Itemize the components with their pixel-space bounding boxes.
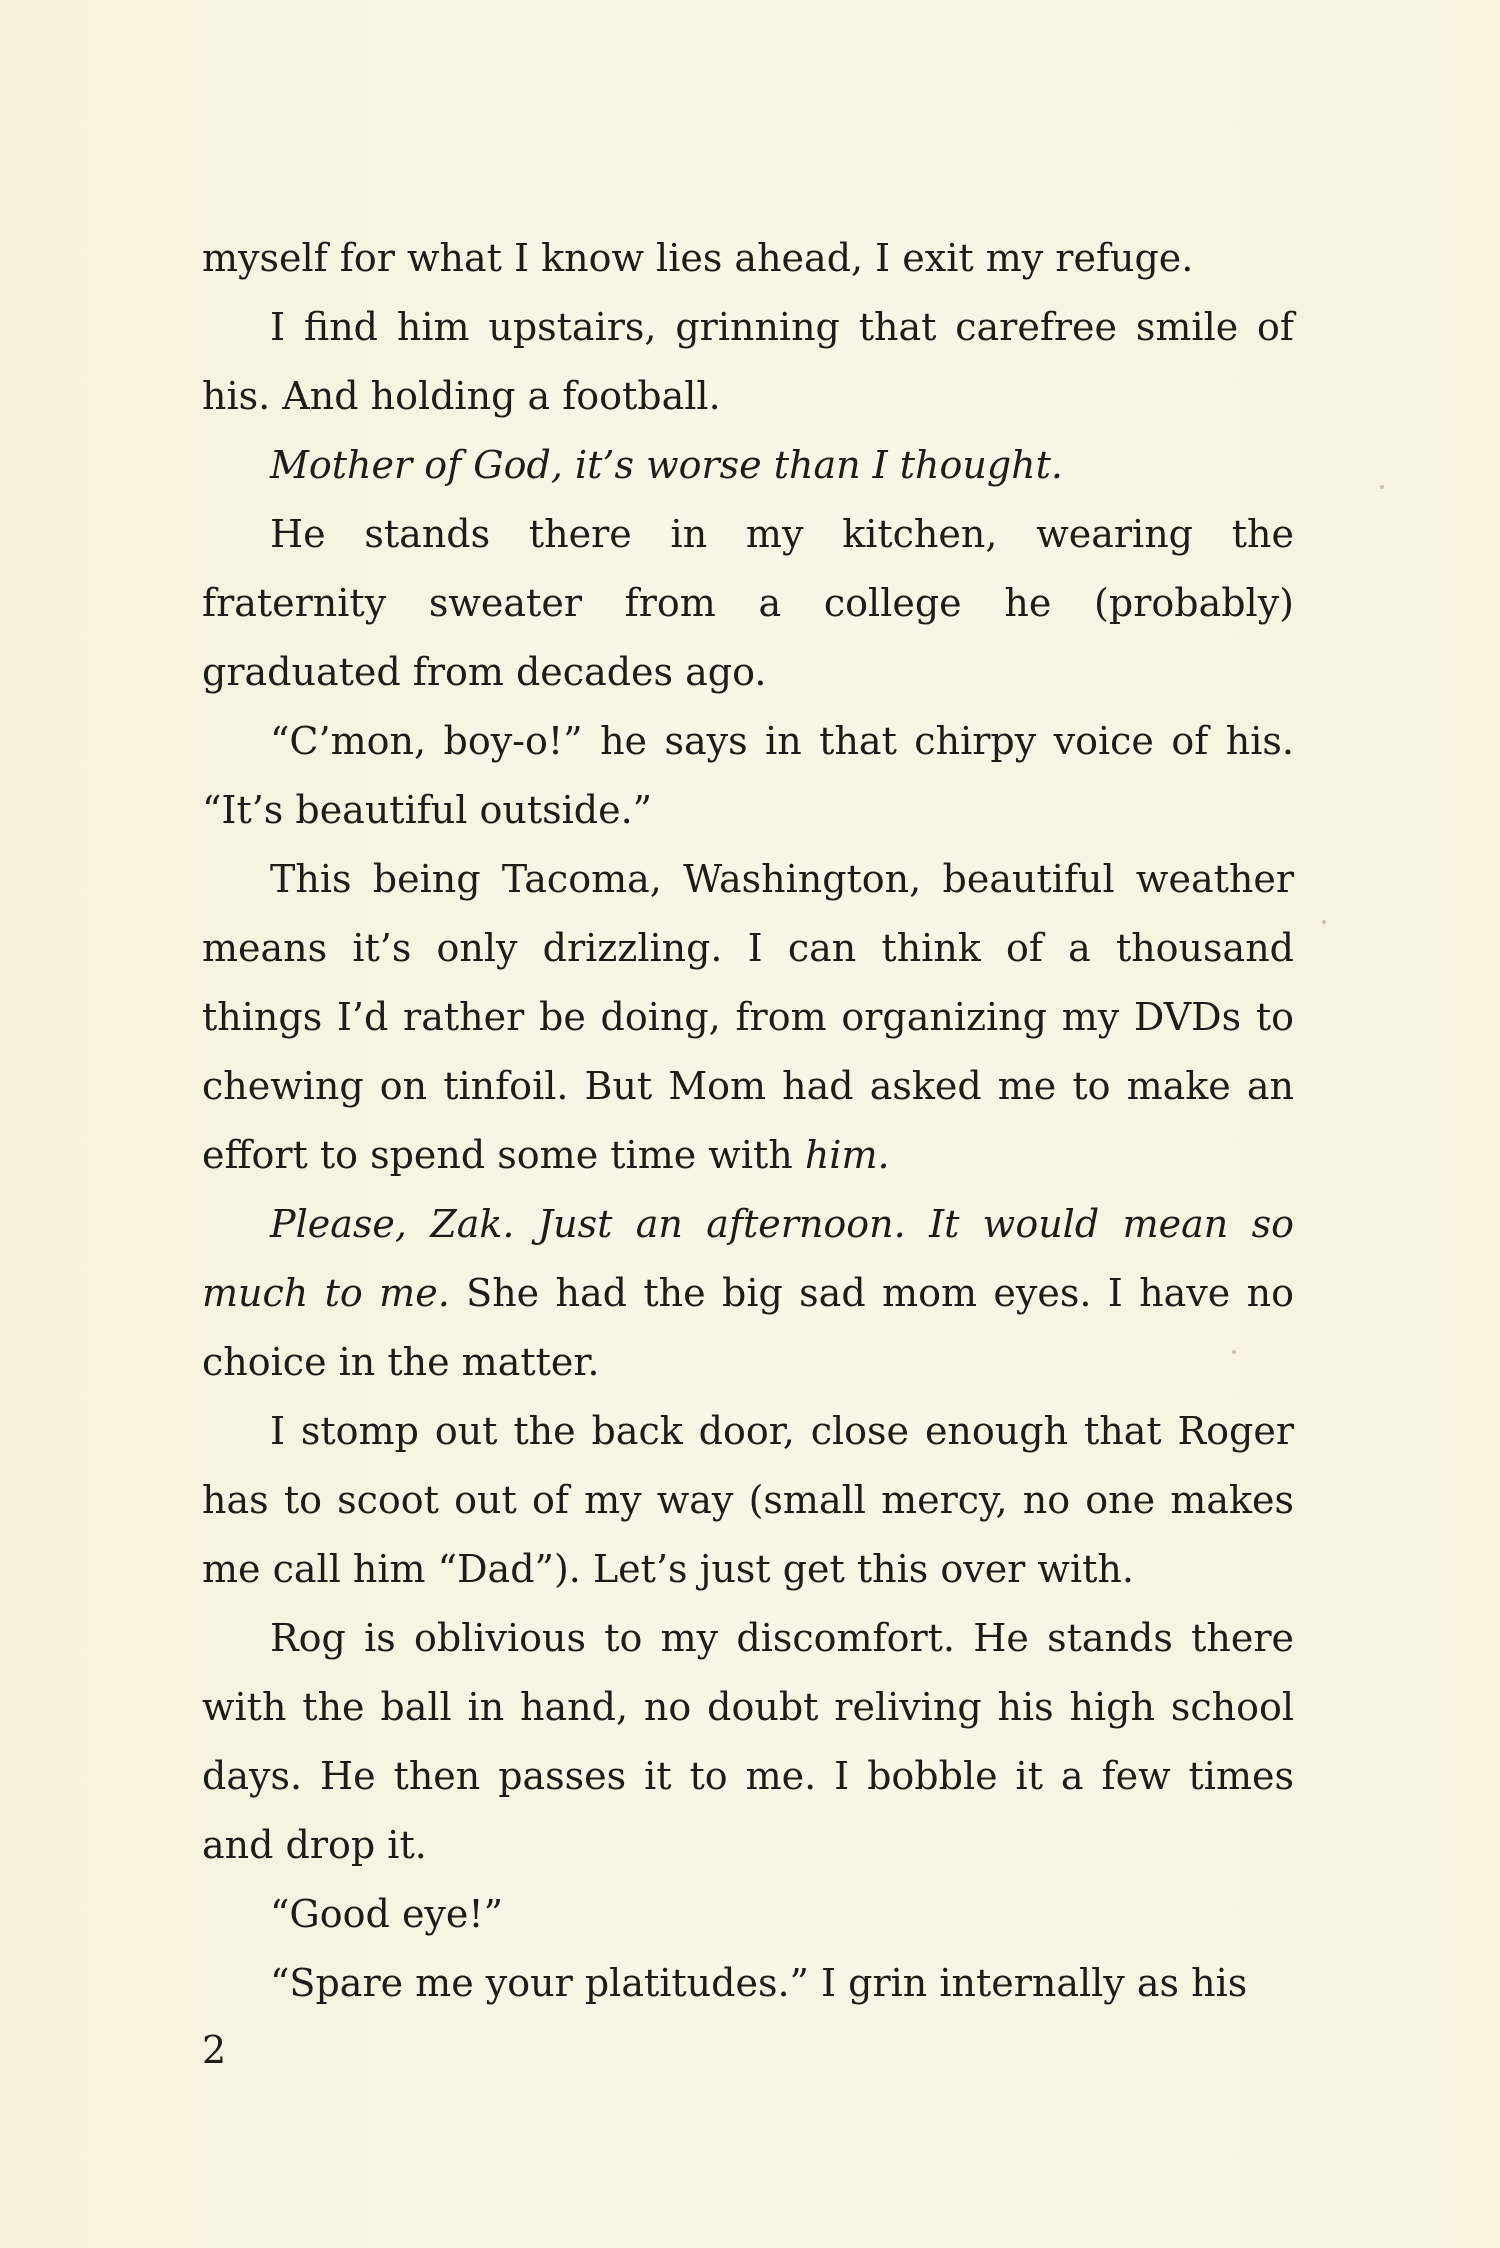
text-run: This being Tacoma, Washington, beautiful weather means it’s only drizzling. I can think of a thousand things I’d rather be doing, from organizing my DVDs to chewing on tinfoil. But Mom had asked me to make an effort to spend some time with	[202, 857, 1294, 1177]
paragraph	[202, 224, 1294, 293]
italic-text-run: Mother of God, it’s worse than I thought.	[270, 443, 1064, 487]
paragraph	[202, 1190, 1294, 1397]
page-number: 2	[202, 2028, 227, 2072]
body-text	[202, 224, 1294, 2018]
paragraph	[202, 1949, 1294, 2018]
text-run: I stomp out the back door, close enough that Roger has to scoot out of my way (small mercy, no one makes me call him “Dad”). Let’s just get this over with.	[202, 1409, 1294, 1591]
paragraph	[202, 845, 1294, 1190]
text-run: He stands there in my kitchen, wearing the fraternity sweater from a college he (probably) graduated from decades ago.	[202, 512, 1294, 694]
paragraph	[202, 1880, 1294, 1949]
text-run: “C’mon, boy-o!” he says in that chirpy voice of his. “It’s beautiful outside.”	[202, 719, 1294, 832]
text-run: “Spare me your platitudes.” I grin internally as his	[270, 1961, 1248, 2005]
paragraph	[202, 431, 1294, 500]
italic-text-run: Please, Zak. Just an afternoon. It would mean so much to me.	[202, 1202, 1294, 1315]
text-run: “Good eye!”	[270, 1892, 504, 1936]
italic-text-run: him.	[804, 1133, 890, 1177]
paragraph	[202, 293, 1294, 431]
text-run: She had the big sad mom eyes. I have no choice in the matter.	[202, 1271, 1294, 1384]
text-run: myself for what I know lies ahead, I exit my refuge.	[202, 236, 1194, 280]
paragraph	[202, 707, 1294, 845]
text-run: I find him upstairs, grinning that carefree smile of his. And holding a football.	[202, 305, 1294, 418]
paragraph	[202, 1397, 1294, 1604]
paper-speck	[1322, 920, 1326, 924]
paragraph	[202, 1604, 1294, 1880]
text-run: Rog is oblivious to my discomfort. He stands there with the ball in hand, no doubt reliving his high school days. He then passes it to me. I bobble it a few times and drop it.	[202, 1616, 1294, 1867]
paragraph	[202, 500, 1294, 707]
paper-speck	[1232, 1350, 1236, 1354]
paper-speck	[1380, 485, 1384, 489]
